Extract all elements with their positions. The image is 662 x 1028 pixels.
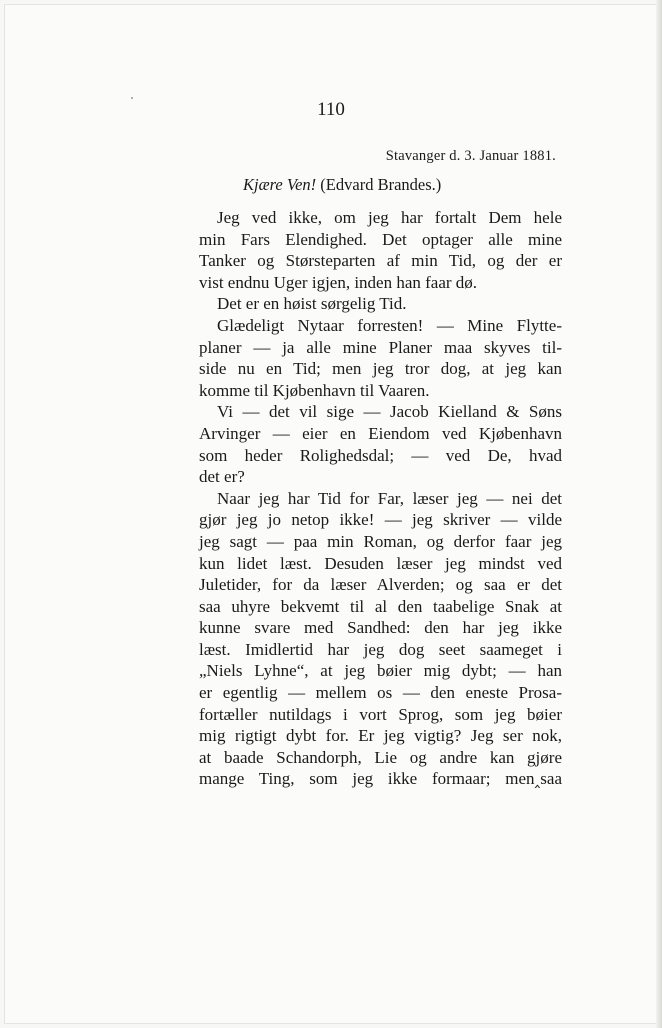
salutation-greeting: Kjære Ven! [243,175,317,194]
text-line: komme til Kjøbenhavn til Vaaren. [199,380,430,400]
paragraph [199,488,562,790]
dateline: Stavanger d. 3. Januar 1881. [385,148,556,164]
text-line: læst. Imidlertid har jeg dog seet saameget i [199,639,562,659]
text-line: Juletider, for da læser Alverden; og saa er det [199,575,562,595]
text-line: Vi — det vil sige — Jacob Kielland & Søns [217,402,562,422]
text-line: kun lidet læst. Desuden læser jeg mindst ved [199,553,562,573]
text-line: mange Ting, som jeg ikke formaar; men‸saa [199,769,562,789]
text-line: at baade Schandorph, Lie og andre kan gjøre [199,747,562,767]
text-line: min Fars Elendighed. Det optager alle mine [199,229,562,249]
text-line: saa uhyre bekvemt til al den taabelige Snak at [199,596,562,616]
text-line: fortæller nutildags i vort Sprog, som jeg bøier [199,704,562,724]
text-line: Det er en høist sørgelig Tid. [217,294,407,314]
text-line: kunne svare med Sandhed: den har jeg ikke [199,618,562,638]
text-line: Jeg ved ikke, om jeg har fortalt Dem hele [217,208,562,227]
salutation [243,175,441,195]
paragraph [199,401,562,487]
text-line: side nu en Tid; men jeg tror dog, at jeg kan [199,359,562,379]
paragraph [199,315,562,401]
text-line: planer — ja alle mine Planer maa skyves til- [199,337,562,357]
text-line: Arvinger — eier en Eiendom ved Kjøbenhavn [199,423,562,443]
text-line: er egentlig — mellem os — den eneste Prosa- [199,683,562,703]
text-line: mig rigtigt dybt for. Er jeg vigtig? Jeg ser nok, [199,726,562,746]
paragraph [199,207,562,293]
salutation-name: (Edvard Brandes.) [320,175,442,194]
text-line: gjør jeg jo netop ikke! — jeg skriver — vilde [199,510,562,530]
text-line: Naar jeg har Tid for Far, læser jeg — nei det [217,488,562,508]
text-line: „Niels Lyhne“, at jeg bøier mig dybt; — han [199,661,562,681]
page-number: 110 [317,99,345,120]
text-line: Tanker og Størsteparten af min Tid, og der er [199,251,562,271]
text-line: Glædeligt Nytaar forresten! — Mine Flytte- [217,315,562,335]
text-line: det er? [199,467,245,487]
text-line: som heder Rolighedsdal; — ved De, hvad [199,445,562,465]
paragraph [199,293,562,315]
page-edge-shadow [656,0,662,1028]
text-line: vist endnu Uger igjen, inden han faar dø. [199,272,478,292]
letter-body [199,207,562,790]
text-line: jeg sagt — paa min Roman, og derfor faar jeg [199,531,562,551]
